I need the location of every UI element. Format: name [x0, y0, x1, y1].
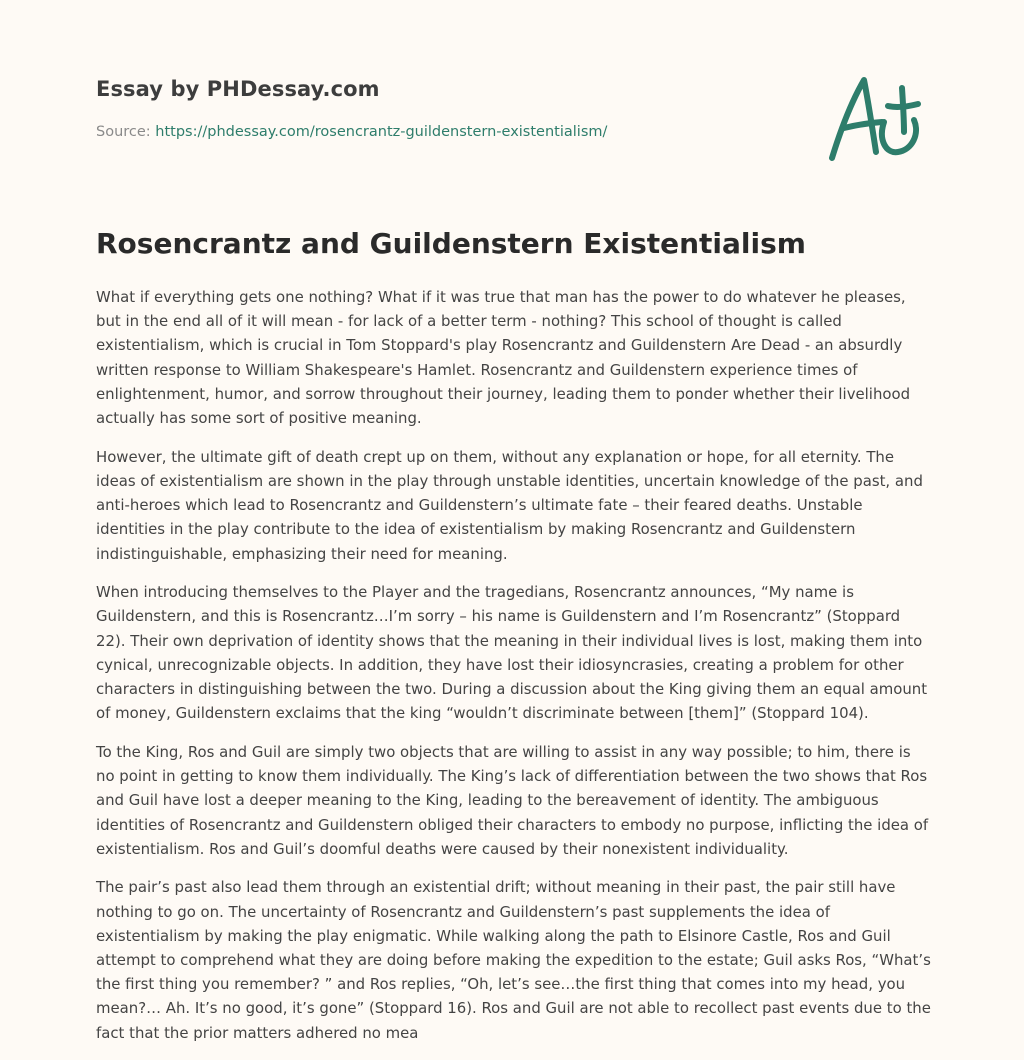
source-link[interactable]: https://phdessay.com/rosencrantz-guildenstern-existentialism/	[155, 124, 608, 140]
source-line	[96, 124, 607, 140]
essay-paragraph: However, the ultimate gift of death crept up on them, without any explanation or hope, for all eternity. The ideas of existentialism are shown in the play through unstable identities, uncertain knowledge of the past, and anti-heroes which lead to Rosencrantz and Guildenstern’s ultimate fate – their feared deaths. Unstable identities in the play contribute to the idea of existentialism by making Rosencrantz and Guildenstern indistinguishable, emphasizing their need for meaning.	[96, 447, 923, 563]
site-title: Essay by PHDessay.com	[96, 77, 380, 101]
essay-body	[96, 285, 932, 1059]
essay-paragraph: When introducing themselves to the Player and the tragedians, Rosencrantz announces, “My name is Guildenstern, and this is Rosencrantz…I’m sorry – his name is Guildenstern and I’m Rosencrantz” (Stoppard 22). Their own deprivation of identity shows that the meaning in their individual lives is lost, making them into cynical, unrecognizable objects. In addition, they have lost their idiosyncrasies, creating a problem for other characters in distinguishing between the two. During a discussion about the King giving them an equal amount of money, Guildenstern exclaims that the king “wouldn’t discriminate between [them]” (Stoppard 104).	[96, 583, 928, 723]
a-plus-grade-icon	[826, 70, 926, 165]
essay-title: Rosencrantz and Guildenstern Existentialism	[96, 227, 806, 260]
source-label: Source:	[96, 124, 151, 140]
essay-paragraph: To the King, Ros and Guil are simply two objects that are willing to assist in any way possible; to him, there is no point in getting to know them individually. The King’s lack of differentiation between the two shows that Ros and Guil have lost a deeper meaning to the King, leading to the bereavement of identity. The ambiguous identities of Rosencrantz and Guildenstern obliged their characters to embody no purpose, inflicting the idea of existentialism. Ros and Guil’s doomful deaths were caused by their nonexistent individuality.	[96, 742, 929, 858]
essay-paragraph: The pair’s past also lead them through an existential drift; without meaning in their past, the pair still have nothing to go on. The uncertainty of Rosencrantz and Guildenstern’s past supplements the idea of existentialism by making the play enigmatic. While walking along the path to Elsinore Castle, Ros and Guil attempt to comprehend what they are doing before making the expedition to the estate; Guil asks Ros, “What’s the first thing you remember? ” and Ros replies, “Oh, let’s see…the first thing that comes into my head, you mean?… Ah. It’s no good, it’s gone” (Stoppard 16). Ros and Guil are not able to recollect past events due to the fact that the prior matters adhered no mea	[96, 878, 931, 1042]
essay-paragraph: What if everything gets one nothing? What if it was true that man has the power to do whatever he pleases, but in the end all of it will mean - for lack of a better term - nothing? This school of thought is called existentialism, which is crucial in Tom Stoppard's play Rosencrantz and Guildenstern Are Dead - an absurdly written response to William Shakespeare's Hamlet. Rosencrantz and Guildenstern experience times of enlightenment, humor, and sorrow throughout their journey, leading them to ponder whether their livelihood actually has some sort of positive meaning.	[96, 288, 911, 428]
